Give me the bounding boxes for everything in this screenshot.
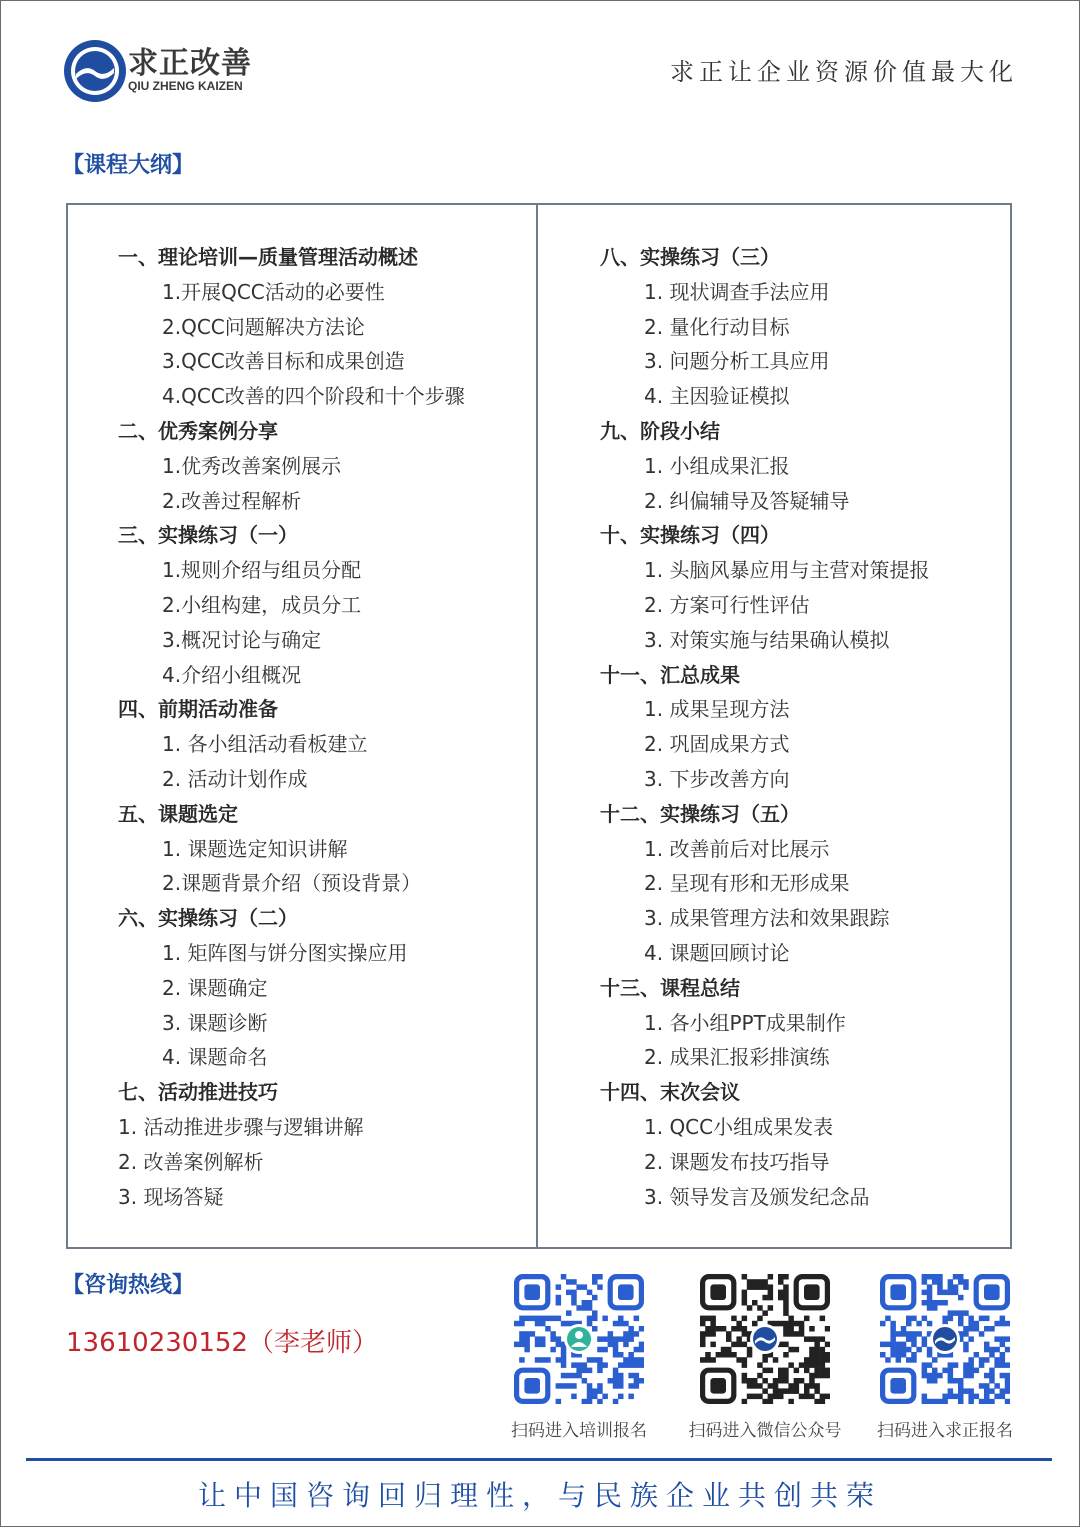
outline-item: 3. 领导发言及颁发纪念品 <box>644 1184 870 1209</box>
outline-item: 1. 矩阵图与饼分图实操应用 <box>162 940 408 965</box>
outline-item: 1. 现状调查手法应用 <box>644 279 830 304</box>
outline-item: 3. 问题分析工具应用 <box>644 349 830 374</box>
outline-item: 2. 量化行动目标 <box>644 314 790 339</box>
person-icon <box>564 1324 594 1354</box>
qr-code-training[interactable] <box>514 1274 644 1404</box>
outline-item: 2.QCC问题解决方法论 <box>162 314 365 339</box>
outline-section-heading: 八、实操练习（三） <box>600 245 780 269</box>
outline-item: 2.小组构建，成员分工 <box>162 592 362 617</box>
outline-item: 1.规则介绍与组员分配 <box>162 558 362 583</box>
outline-item: 2. 课题确定 <box>162 975 268 1000</box>
logo-icon <box>930 1324 960 1354</box>
outline-item: 1. 成果呈现方法 <box>644 697 790 722</box>
outline-section-heading: 三、实操练习（一） <box>118 523 298 548</box>
company-logo-icon <box>62 38 128 104</box>
outline-section-heading: 六、实操练习（二） <box>118 906 298 931</box>
outline-title: 【课程大纲】 <box>62 153 195 178</box>
outline-item: 1. 改善前后对比展示 <box>644 836 830 861</box>
outline-item: 2.课题背景介绍（预设背景） <box>162 871 422 896</box>
outline-item: 3. 成果管理方法和效果跟踪 <box>644 906 890 931</box>
outline-section-heading: 十四、末次会议 <box>600 1080 740 1105</box>
qr-caption-qiuzheng: 扫码进入求正报名 <box>877 1421 1013 1441</box>
qr-caption-wechat: 扫码进入微信公众号 <box>688 1421 842 1441</box>
outline-section-heading: 九、阶段小结 <box>600 418 720 443</box>
column-divider <box>536 203 538 1249</box>
outline-section-heading: 十二、实操练习（五） <box>600 801 800 826</box>
outline-right-column <box>600 240 929 1214</box>
outline-item: 4.介绍小组概况 <box>162 662 302 687</box>
outline-item: 2.改善过程解析 <box>162 488 302 513</box>
brand-name-en: QIU ZHENG KAIZEN <box>128 79 243 93</box>
outline-item: 1.开展QCC活动的必要性 <box>162 279 385 304</box>
outline-item: 2. 呈现有形和无形成果 <box>644 871 850 896</box>
outline-item: 1. 各小组活动看板建立 <box>162 732 368 757</box>
outline-item: 1. 活动推进步骤与逻辑讲解 <box>118 1114 364 1139</box>
brand-name-cn: 求正改善 <box>128 46 252 81</box>
outline-item: 1. 各小组PPT成果制作 <box>644 1010 846 1035</box>
outline-item: 1. 小组成果汇报 <box>644 453 790 478</box>
outline-item: 2. 改善案例解析 <box>118 1149 264 1174</box>
outline-item: 1. QCC小组成果发表 <box>644 1114 834 1139</box>
outline-section-heading: 二、优秀案例分享 <box>118 418 278 443</box>
outline-section-heading: 十、实操练习（四） <box>600 523 780 548</box>
footer-slogan: 让中国咨询回归理性，与民族企业共创共荣 <box>197 1479 882 1512</box>
outline-item: 2. 课题发布技巧指导 <box>644 1149 830 1174</box>
outline-section-heading: 五、课题选定 <box>118 801 238 826</box>
outline-left-column <box>118 240 465 1214</box>
outline-item: 4.QCC改善的四个阶段和十个步骤 <box>162 384 465 409</box>
outline-item: 2. 活动计划作成 <box>162 766 308 791</box>
outline-item: 3. 课题诊断 <box>162 1010 268 1035</box>
outline-item: 3. 现场答疑 <box>118 1184 224 1209</box>
outline-item: 4. 主因验证模拟 <box>644 384 790 409</box>
qr-code-wechat[interactable] <box>700 1274 830 1404</box>
outline-section-heading: 七、活动推进技巧 <box>118 1080 278 1105</box>
outline-item: 2. 巩固成果方式 <box>644 732 790 757</box>
outline-item: 3.概况讨论与确定 <box>162 627 322 652</box>
outline-item: 1. 头脑风暴应用与主营对策提报 <box>644 558 930 583</box>
outline-item: 1. 课题选定知识讲解 <box>162 836 348 861</box>
outline-section-heading: 十三、课程总结 <box>600 975 740 1000</box>
outline-item: 4. 课题命名 <box>162 1045 268 1070</box>
footer-divider <box>26 1458 1052 1461</box>
qr-caption-training: 扫码进入培训报名 <box>511 1421 647 1441</box>
hotline-title: 【咨询热线】 <box>62 1273 195 1298</box>
outline-item: 2. 方案可行性评估 <box>644 592 810 617</box>
logo-icon <box>750 1324 780 1354</box>
outline-item: 4. 课题回顾讨论 <box>644 940 790 965</box>
hotline-phone[interactable]: 13610230152（李老师） <box>66 1328 378 1358</box>
header-slogan: 求正让企业资源价值最大化 <box>670 58 1018 86</box>
outline-item: 3.QCC改善目标和成果创造 <box>162 349 405 374</box>
outline-section-heading: 四、前期活动准备 <box>118 697 278 722</box>
outline-item: 3. 下步改善方向 <box>644 766 790 791</box>
outline-section-heading: 十一、汇总成果 <box>600 662 740 687</box>
outline-section-heading: 一、理论培训—质量管理活动概述 <box>118 245 418 269</box>
qr-code-qiuzheng[interactable] <box>880 1274 1010 1404</box>
outline-item: 2. 纠偏辅导及答疑辅导 <box>644 488 850 513</box>
outline-item: 3. 对策实施与结果确认模拟 <box>644 627 890 652</box>
outline-item: 1.优秀改善案例展示 <box>162 453 342 478</box>
outline-item: 2. 成果汇报彩排演练 <box>644 1045 830 1070</box>
